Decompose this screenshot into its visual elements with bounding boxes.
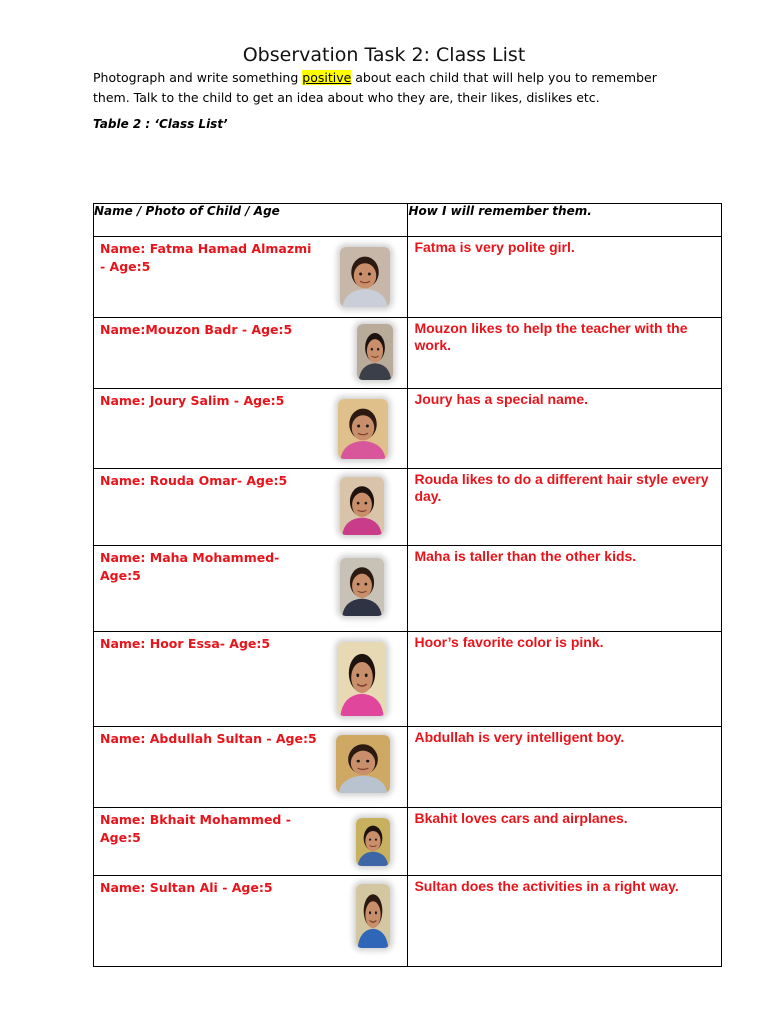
instructions: [93, 68, 693, 108]
child-name-cell: [94, 632, 408, 727]
remember-note: Fatma is very polite girl.: [414, 239, 575, 255]
child-name-age: Name: Hoor Essa- Age:5: [100, 636, 271, 651]
remember-note: Abdullah is very intelligent boy.: [414, 729, 625, 745]
child-name-age: Name: Sultan Ali - Age:5: [100, 880, 273, 895]
highlighted-word: positive: [302, 70, 352, 85]
class-list-table: [93, 203, 722, 967]
child-photo: [340, 558, 384, 616]
child-photo: [340, 247, 390, 307]
header-name-photo-age: Name / Photo of Child / Age: [94, 204, 408, 237]
table-row: [94, 876, 722, 967]
child-name-age: Name: Fatma Hamad Almazmi - Age:5: [100, 241, 312, 274]
table-caption: Table 2 : ‘Class List’: [93, 117, 228, 131]
remember-note-cell: [408, 318, 722, 389]
instructions-text-start: Photograph and write something: [93, 70, 303, 85]
table-row: [94, 237, 722, 318]
remember-note-cell: [408, 808, 722, 876]
child-name-cell: [94, 808, 408, 876]
child-name-cell: [94, 469, 408, 546]
child-name-age: Name:Mouzon Badr - Age:5: [100, 322, 293, 337]
table-row: [94, 318, 722, 389]
child-photo: [356, 884, 390, 948]
child-photo: [340, 477, 384, 535]
remember-note: Maha is taller than the other kids.: [414, 548, 637, 564]
remember-note: Rouda likes to do a different hair style every day.: [414, 471, 709, 504]
remember-note: Bkahit loves cars and airplanes.: [414, 810, 628, 826]
child-name-cell: [94, 237, 408, 318]
table-row: [94, 389, 722, 469]
table-row: [94, 632, 722, 727]
remember-note: Hoor’s favorite color is pink.: [414, 634, 604, 650]
child-name-age: Name: Abdullah Sultan - Age:5: [100, 731, 317, 746]
remember-note-cell: [408, 237, 722, 318]
remember-note: Mouzon likes to help the teacher with the work.: [414, 320, 688, 353]
child-name-age: Name: Maha Mohammed- Age:5: [100, 550, 280, 583]
child-name-cell: [94, 318, 408, 389]
remember-note-cell: [408, 469, 722, 546]
document-title: Observation Task 2: Class List: [242, 44, 526, 66]
child-photo: [356, 818, 390, 866]
table-row: [94, 808, 722, 876]
header-remember: How I will remember them.: [408, 204, 722, 237]
remember-note-cell: [408, 389, 722, 469]
remember-note-cell: [408, 546, 722, 632]
child-name-cell: [94, 876, 408, 967]
remember-note-cell: [408, 727, 722, 808]
child-name-age: Name: Rouda Omar- Age:5: [100, 473, 288, 488]
remember-note-cell: [408, 876, 722, 967]
child-name-cell: [94, 389, 408, 469]
remember-note: Sultan does the activities in a right way.: [414, 878, 679, 894]
child-photo: [357, 324, 393, 380]
instructions-text-end: about each child that will help you to remember them. Talk to the child to get an idea about who they are, their likes, dislikes etc.: [93, 70, 657, 105]
table-header-row: [94, 204, 722, 237]
table-row: [94, 727, 722, 808]
child-photo: [338, 399, 388, 459]
child-photo: [338, 642, 386, 716]
child-name-cell: [94, 546, 408, 632]
remember-note: Joury has a special name.: [414, 391, 588, 407]
child-photo: [336, 735, 390, 793]
child-name-age: Name: Joury Salim - Age:5: [100, 393, 285, 408]
child-name-cell: [94, 727, 408, 808]
table-row: [94, 469, 722, 546]
child-name-age: Name: Bkhait Mohammed - Age:5: [100, 812, 291, 845]
remember-note-cell: [408, 632, 722, 727]
table-row: [94, 546, 722, 632]
